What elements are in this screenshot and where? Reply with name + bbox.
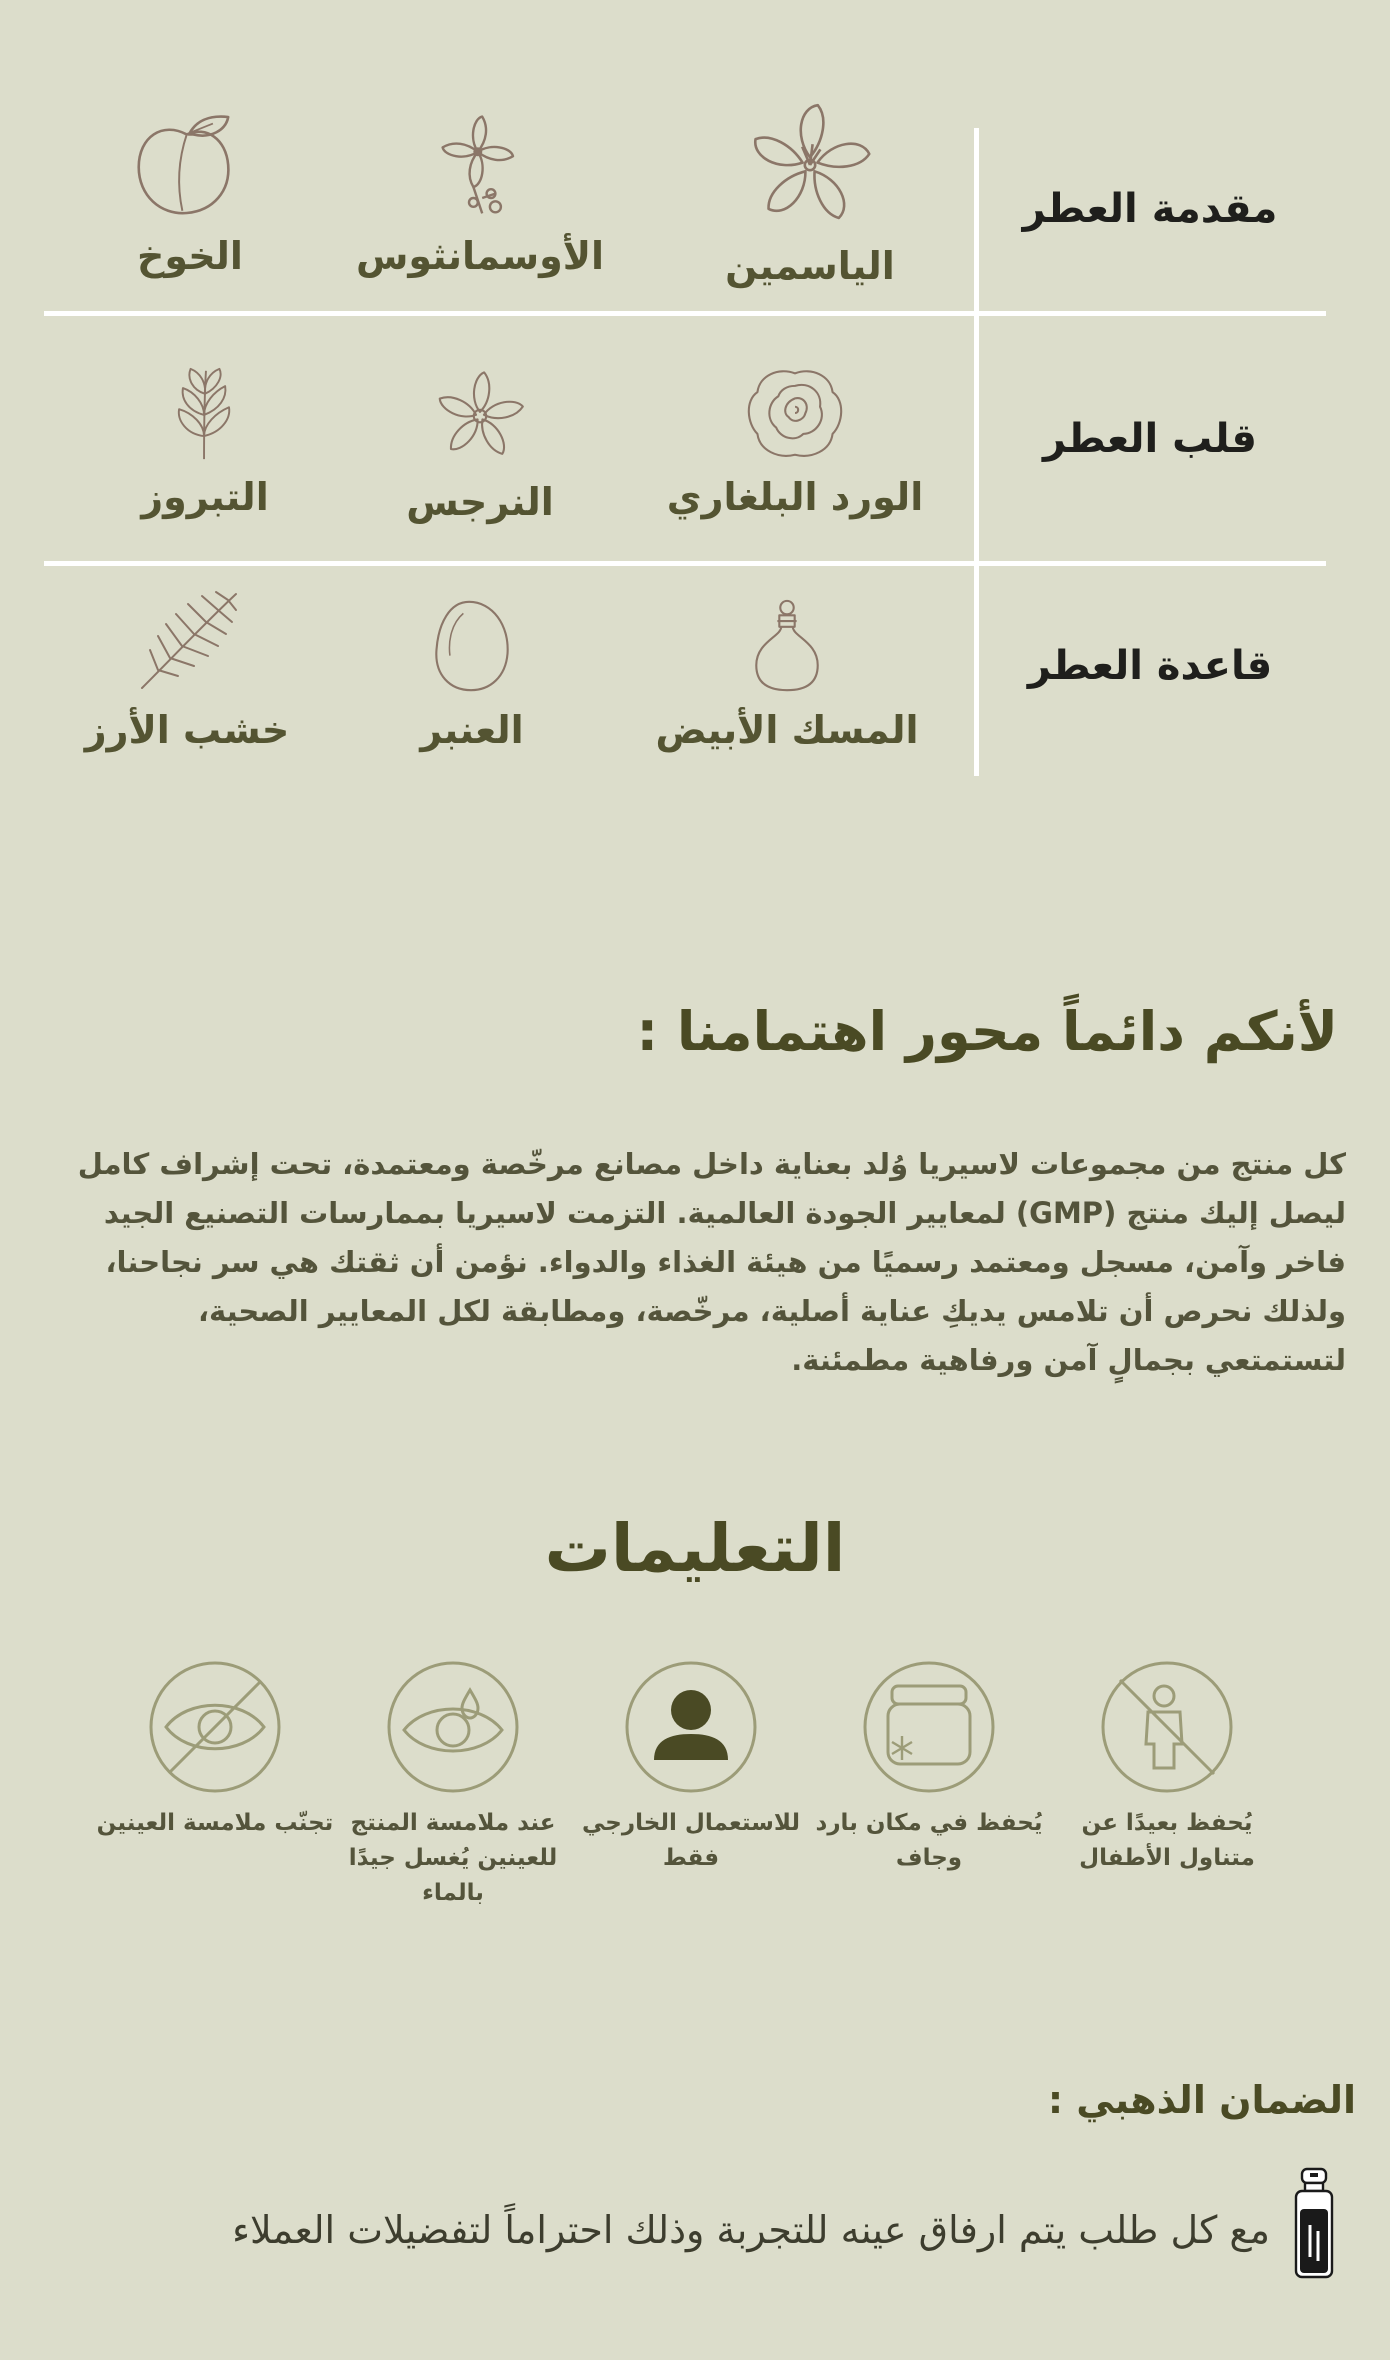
cold-dry-storage-icon	[862, 1660, 996, 1794]
rose-icon	[742, 365, 848, 461]
row-label-top-notes: مقدمة العطر	[1022, 186, 1278, 232]
peach-icon	[130, 110, 250, 220]
note-label: التبروز	[141, 475, 269, 519]
table-vertical-divider	[974, 128, 979, 776]
note-label: خشب الأرز	[84, 708, 290, 752]
osmanthus-flower-icon	[425, 110, 535, 220]
row-label-base-notes: قاعدة العطر	[1027, 643, 1273, 689]
note-label: الياسمين	[725, 244, 895, 288]
musk-bottle-icon	[747, 598, 827, 694]
care-line: ولذلك نحرص أن تلامس يديكِ عناية أصلية، مرخّصة، ومطابقة لكل المعايير الصحية،	[197, 1294, 1346, 1328]
note-item	[55, 365, 355, 519]
note-item	[322, 598, 622, 752]
sample-spray-bottle-icon	[1290, 2165, 1338, 2281]
cedar-leaf-icon	[132, 588, 242, 694]
note-label: النرجس	[406, 480, 554, 524]
instruction-item	[96, 1660, 334, 1841]
note-label: المسك الأبيض	[655, 708, 919, 752]
note-label: العنبر	[420, 708, 524, 752]
note-item	[330, 110, 630, 278]
instruction-item	[572, 1660, 810, 1876]
note-label: الأوسمانثوس	[355, 234, 605, 278]
tuberose-icon	[170, 365, 240, 461]
instruction-text: للاستعمال الخارجي فقط	[582, 1810, 800, 1871]
avoid-eyes-icon	[148, 1660, 282, 1794]
instruction-text: تجنّب ملامسة العينين	[96, 1810, 334, 1836]
note-item	[330, 362, 630, 524]
instruction-text: عند ملامسة المنتج للعينين يُغسل جيدًا بالماء	[348, 1810, 558, 1906]
note-item	[645, 365, 945, 519]
note-item	[637, 598, 937, 752]
care-line: لتستمتعي بجمالٍ آمن ورفاهية مطمئنة.	[791, 1343, 1346, 1377]
note-item	[660, 100, 960, 288]
instruction-item	[810, 1660, 1048, 1876]
note-label: الخوخ	[137, 234, 243, 278]
jasmine-flower-icon	[745, 100, 875, 230]
table-row-divider	[44, 311, 1326, 316]
instructions-title: التعليمات	[544, 1510, 846, 1587]
note-label: الورد البلغاري	[666, 475, 924, 519]
note-item	[40, 110, 340, 278]
fragrance-notes-table	[0, 0, 1390, 790]
care-line: ليصل إليك منتج (GMP) لمعايير الجودة العالمية. التزمت لاسيريا بممارسات التصنيع الجيد	[103, 1196, 1346, 1230]
instruction-item	[1048, 1660, 1286, 1876]
care-paragraph	[77, 1140, 1346, 1385]
guarantee-title: الضمان الذهبي :	[1047, 2078, 1356, 2122]
no-children-icon	[1100, 1660, 1234, 1794]
instruction-item	[334, 1660, 572, 1911]
row-label-heart-notes: قلب العطر	[1043, 416, 1257, 462]
external-use-person-icon	[624, 1660, 758, 1794]
care-line: فاخر وآمن، مسجل ومعتمد رسميًا من هيئة الغذاء والدواء. نؤمن أن ثقتك هي سر نجاحنا،	[105, 1245, 1346, 1279]
instruction-text: يُحفظ بعيدًا عن متناول الأطفال	[1079, 1810, 1255, 1871]
eye-wash-icon	[386, 1660, 520, 1794]
care-title: لأنكم دائماً محور اهتمامنا :	[636, 1000, 1338, 1063]
instruction-text: يُحفظ في مكان بارد وجاف	[815, 1810, 1043, 1871]
care-line: كل منتج من مجموعات لاسيريا وُلد بعناية داخل مصانع مرخّصة ومعتمدة، تحت إشراف كامل	[77, 1147, 1346, 1181]
guarantee-text: مع كل طلب يتم ارفاق عينه للتجربة وذلك احتراماً لتفضيلات العملاء	[232, 2208, 1270, 2252]
narcissus-icon	[428, 362, 532, 466]
amber-stone-icon	[429, 598, 515, 694]
table-row-divider	[44, 561, 1326, 566]
note-item	[37, 588, 337, 752]
